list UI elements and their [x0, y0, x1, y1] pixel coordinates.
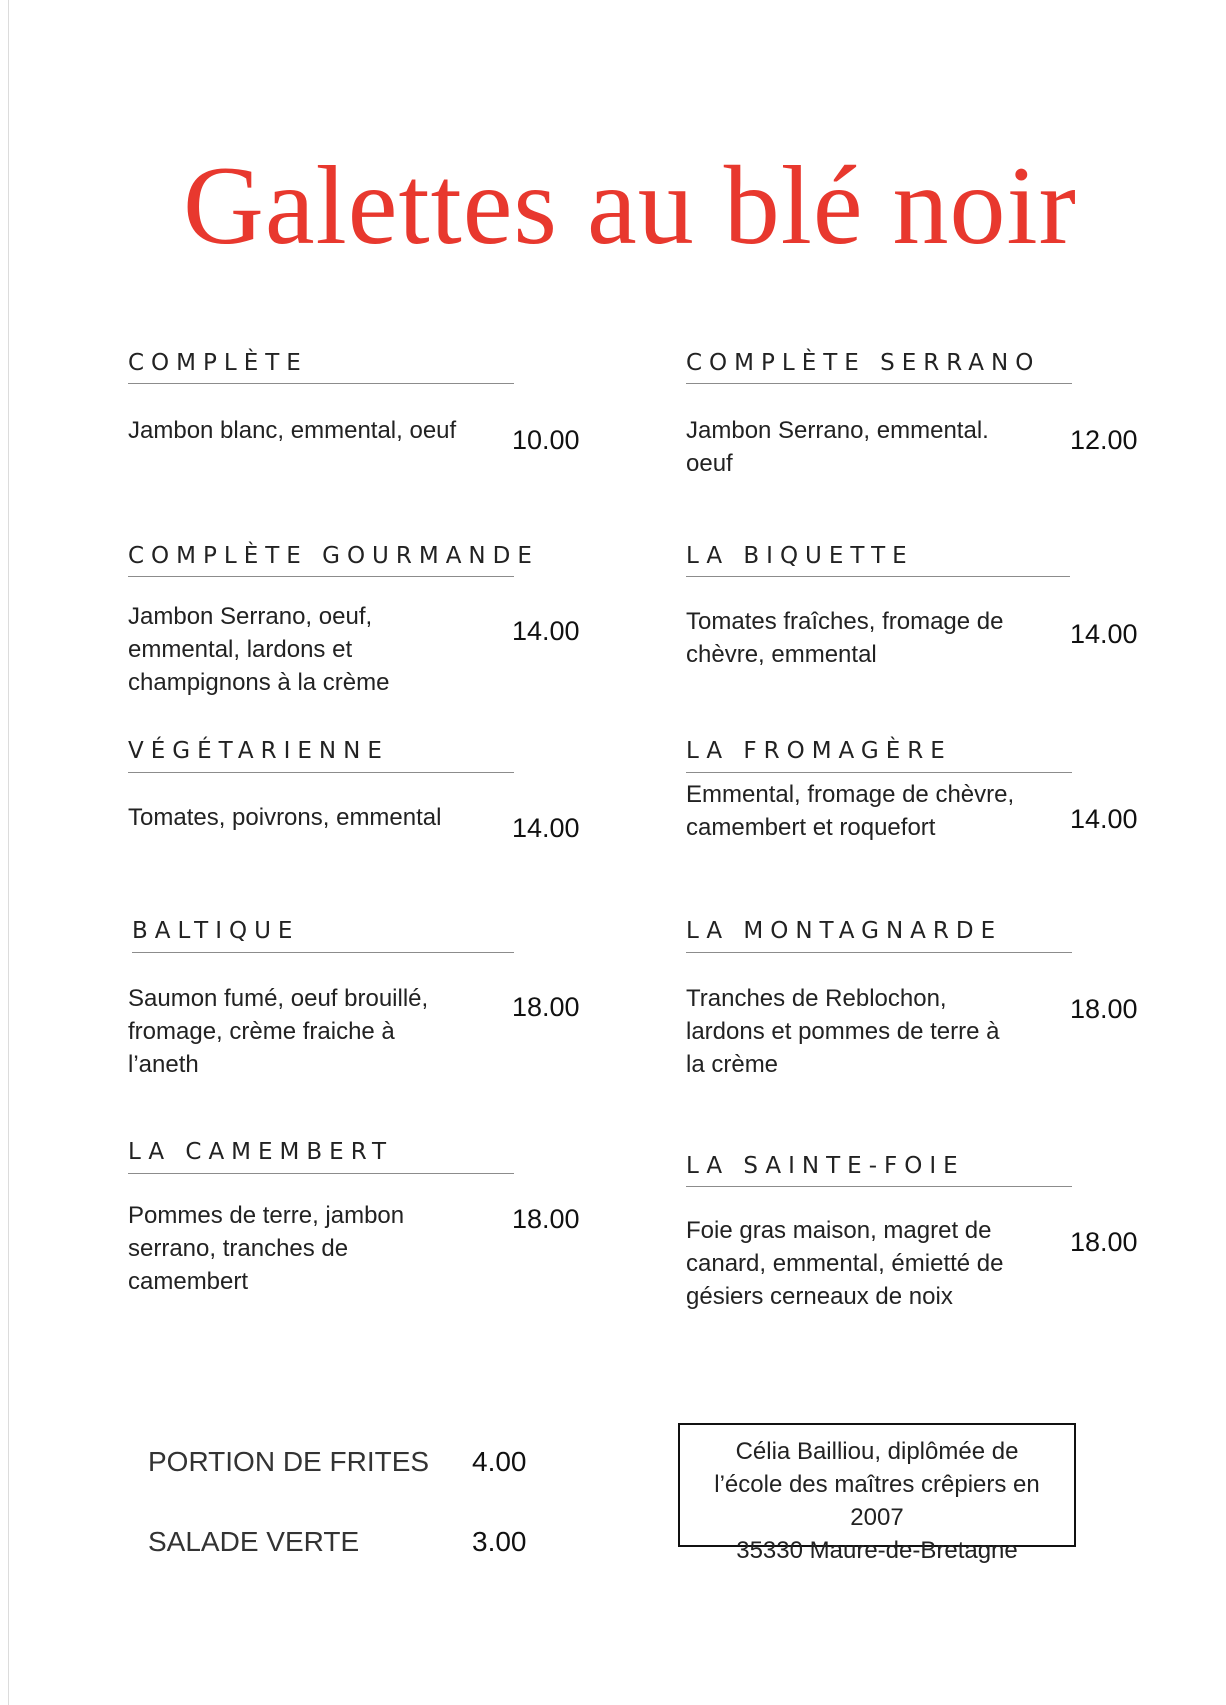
item-price: 14.00 [512, 813, 580, 843]
item-description: Foie gras maison, magret de canard, emmental, émietté de gésiers cerneaux de noix [686, 1217, 1004, 1310]
item-price: 14.00 [512, 616, 580, 646]
item-price: 14.00 [1070, 619, 1138, 649]
item-divider [686, 383, 1072, 384]
item-name: COMPLÈTE GOURMANDE [128, 543, 539, 569]
item-name: LA FROMAGÈRE [686, 738, 952, 764]
item-description: Pommes de terre, jambon serrano, tranches de camembert [128, 1202, 405, 1295]
item-description: Jambon Serrano, emmental. oeuf [686, 417, 989, 477]
item-price: 12.00 [1070, 425, 1138, 455]
extra-label-frites: PORTION DE FRITES [148, 1446, 430, 1477]
item-divider [128, 383, 514, 384]
item-price: 18.00 [1070, 994, 1138, 1024]
extra-label-salade: SALADE VERTE [148, 1526, 360, 1557]
chef-info-address: 35330 Maure-de-Bretagne [736, 1537, 1018, 1564]
item-description: Saumon fumé, oeuf brouillé, fromage, crème fraiche à l’aneth [128, 985, 429, 1078]
chef-info-line: 2007 [850, 1504, 904, 1531]
item-price: 10.00 [512, 425, 580, 455]
item-name: VÉGÉTARIENNE [128, 738, 389, 764]
item-name: COMPLÈTE [128, 350, 308, 376]
item-price: 18.00 [512, 992, 580, 1022]
item-divider [132, 952, 514, 953]
item-description: Tomates fraîches, fromage de chèvre, emmental [686, 608, 1004, 668]
item-name: LA MONTAGNARDE [686, 918, 1003, 944]
item-name: COMPLÈTE SERRANO [686, 350, 1041, 376]
menu-title: Galettes au blé noir [183, 144, 1077, 268]
item-divider [128, 576, 514, 577]
item-description: Jambon Serrano, oeuf, emmental, lardons et champignons à la crème [128, 603, 390, 696]
item-name: LA SAINTE-FOIE [686, 1153, 965, 1179]
item-price: 18.00 [512, 1204, 580, 1234]
item-divider [686, 1186, 1072, 1187]
item-description: Tomates, poivrons, emmental [128, 804, 442, 831]
item-price: 18.00 [1070, 1227, 1138, 1257]
item-description: Emmental, fromage de chèvre, camembert et roquefort [686, 781, 1015, 841]
chef-info-box [678, 1423, 1076, 1564]
item-divider [686, 952, 1072, 953]
item-name: BALTIQUE [132, 918, 300, 944]
extra-price-salade: 3.00 [472, 1526, 527, 1557]
item-name: LA CAMEMBERT [128, 1139, 394, 1165]
item-description: Tranches de Reblochon, lardons et pommes de terre à la crème [686, 985, 1000, 1078]
item-divider [128, 772, 514, 773]
item-divider [686, 772, 1072, 773]
item-divider [686, 576, 1070, 577]
chef-info-line: Célia Bailliou, diplômée de [735, 1438, 1019, 1465]
item-divider [128, 1173, 514, 1174]
extra-price-frites: 4.00 [472, 1446, 527, 1477]
item-price: 14.00 [1070, 804, 1138, 834]
item-description: Jambon blanc, emmental, oeuf [128, 417, 457, 444]
item-name: LA BIQUETTE [686, 543, 914, 569]
chef-info-line: l’école des maîtres crêpiers en [714, 1471, 1040, 1498]
